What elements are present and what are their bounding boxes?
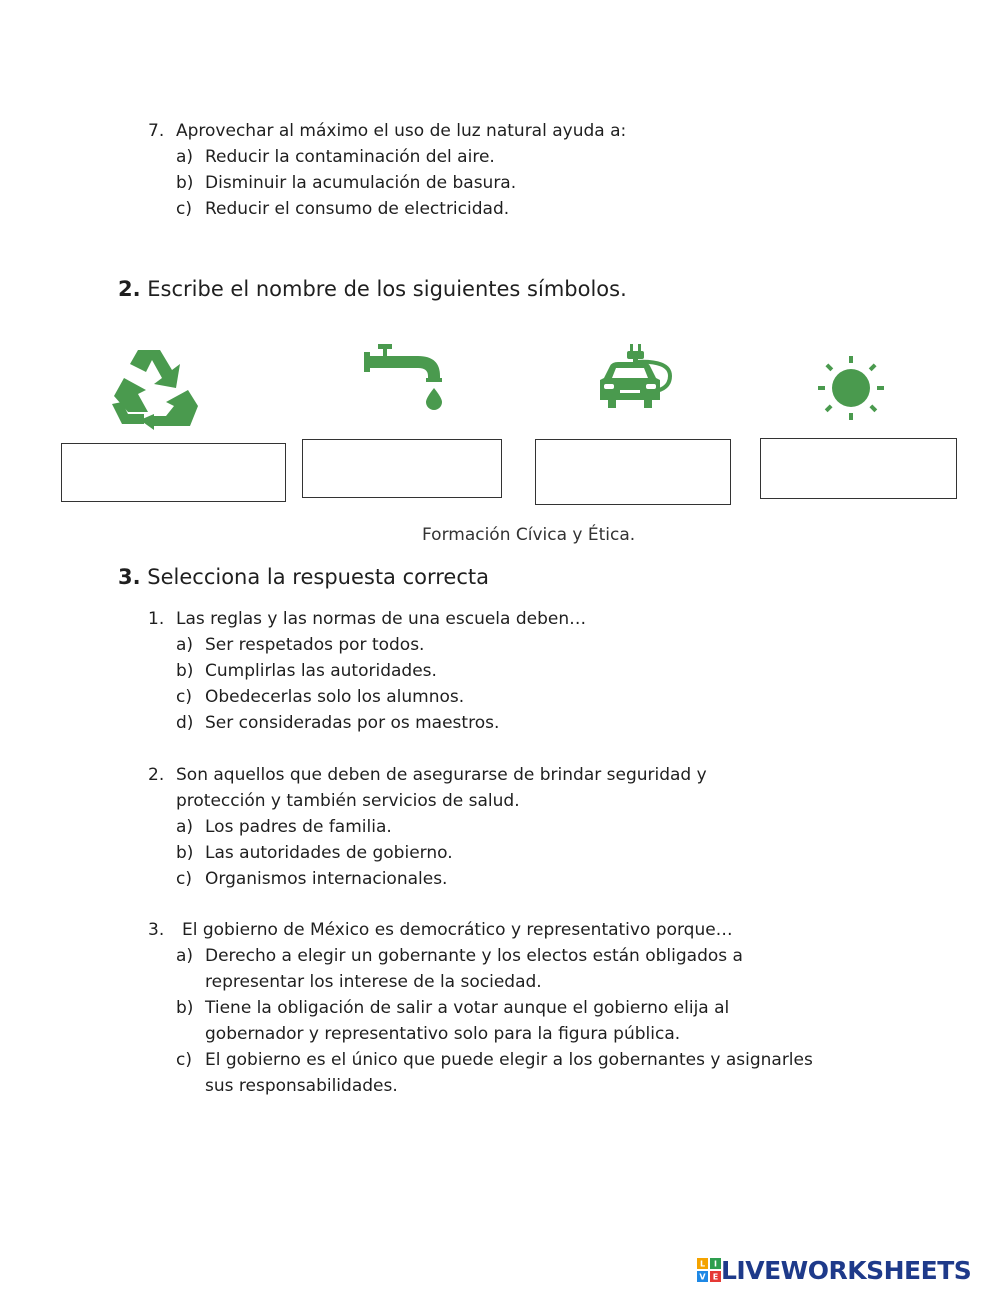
svg-text:I: I — [714, 1259, 717, 1269]
option-text: Cumplirlas las autoridades. — [205, 661, 437, 681]
section-3-heading — [118, 563, 489, 591]
answer-box-faucet[interactable] — [302, 439, 502, 498]
option-text: Los padres de familia. — [205, 817, 392, 837]
logo-text: LIVEWORKSHEETS — [721, 1255, 972, 1285]
section-title: Escribe el nombre de los siguientes símbolos. — [147, 277, 627, 301]
svg-text:L: L — [699, 1259, 706, 1269]
liveworksheets-badge-icon — [697, 1258, 721, 1282]
subject-title: Formación Cívica y Ética. — [422, 525, 636, 545]
option-letter: c) — [176, 869, 192, 889]
option-letter: c) — [176, 1050, 192, 1070]
liveworksheets-logo — [697, 1254, 971, 1286]
option-text: Reducir el consumo de electricidad. — [205, 199, 510, 219]
option-letter: c) — [176, 687, 192, 707]
option-text: El gobierno es el único que puede elegir a los gobernantes y asignarles — [205, 1050, 813, 1070]
option-text: Las autoridades de gobierno. — [205, 843, 453, 863]
option-letter: b) — [176, 998, 194, 1018]
recycle-icon — [108, 344, 200, 432]
question-text: Son aquellos que deben de asegurarse de brindar seguridad y — [176, 765, 707, 785]
option-letter: a) — [176, 635, 194, 655]
option-text: Obedecerlas solo los alumnos. — [205, 687, 465, 707]
option-letter: a) — [176, 147, 194, 167]
option-text: Ser consideradas por os maestros. — [205, 713, 500, 733]
question-text: protección y también servicios de salud. — [176, 791, 520, 811]
question-number: 7. — [148, 121, 165, 141]
option-text: representar los interese de la sociedad. — [205, 972, 542, 992]
question-number: 3. — [148, 920, 165, 940]
svg-text:E: E — [712, 1272, 719, 1282]
option-text: gobernador y representativo solo para la figura pública. — [205, 1024, 681, 1044]
option-text: sus responsabilidades. — [205, 1076, 398, 1096]
option-text: Ser respetados por todos. — [205, 635, 425, 655]
section-number: 3. — [118, 565, 141, 589]
electric-car-icon — [590, 342, 676, 418]
option-text: Disminuir la acumulación de basura. — [205, 173, 517, 193]
sun-icon — [818, 356, 884, 420]
option-text: Tiene la obligación de salir a votar aunque el gobierno elija al — [205, 998, 730, 1018]
option-letter: a) — [176, 946, 194, 966]
question-text: Aprovechar al máximo el uso de luz natural ayuda a: — [176, 121, 627, 141]
option-letter: b) — [176, 661, 194, 681]
option-text: Derecho a elegir un gobernante y los electos están obligados a — [205, 946, 743, 966]
option-letter: b) — [176, 173, 194, 193]
option-letter: d) — [176, 713, 194, 733]
question-number: 1. — [148, 609, 165, 629]
option-letter: c) — [176, 199, 192, 219]
faucet-icon — [360, 342, 450, 410]
question-text: El gobierno de México es democrático y representativo porque… — [182, 920, 733, 940]
answer-box-electric-car[interactable] — [535, 439, 731, 505]
svg-text:V: V — [699, 1272, 706, 1282]
section-number: 2. — [118, 277, 141, 301]
section-2-heading — [118, 275, 627, 303]
question-text: Las reglas y las normas de una escuela deben… — [176, 609, 587, 629]
question-number: 2. — [148, 765, 165, 785]
option-letter: a) — [176, 817, 194, 837]
option-text: Organismos internacionales. — [205, 869, 448, 889]
option-letter: b) — [176, 843, 194, 863]
answer-box-sun[interactable] — [760, 438, 957, 499]
option-text: Reducir la contaminación del aire. — [205, 147, 495, 167]
answer-box-recycle[interactable] — [61, 443, 286, 502]
section-title: Selecciona la respuesta correcta — [147, 565, 490, 589]
